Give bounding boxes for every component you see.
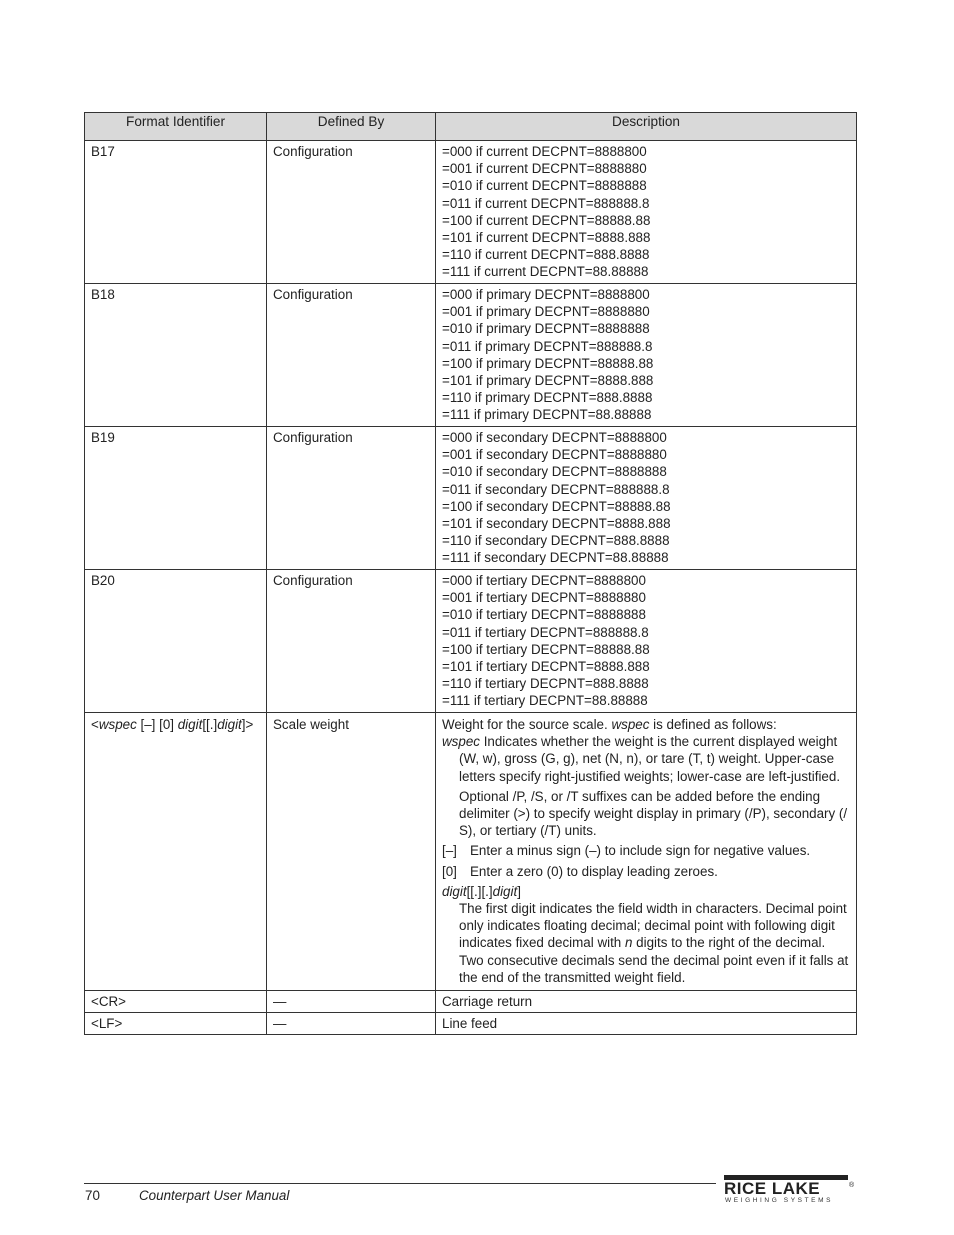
format-identifier-table xyxy=(84,112,857,1035)
description-line: =100 if secondary DECPNT=88888.88 xyxy=(442,498,671,514)
digit-desc-line: The first digit indicates the field width in characters. Decimal point xyxy=(459,901,847,917)
minus-option-key: [–] xyxy=(442,843,457,859)
description-line: =110 if secondary DECPNT=888.8888 xyxy=(442,533,670,549)
zero-option-desc: Enter a zero (0) to display leading zeroes. xyxy=(470,863,718,879)
format-id-cell: <CR> xyxy=(85,991,267,1013)
digit-text: indicates fixed decimal with xyxy=(459,935,625,951)
logo-registered-mark: ® xyxy=(849,1182,855,1189)
description-cell xyxy=(436,284,857,427)
digit-part-italic: digit xyxy=(492,883,518,899)
description-line: =110 if tertiary DECPNT=888.8888 xyxy=(442,676,649,692)
intro-text: Weight for the source scale. xyxy=(442,717,612,732)
table-row xyxy=(85,1013,857,1035)
table-row xyxy=(85,427,857,570)
table-row xyxy=(85,284,857,427)
rice-lake-logo xyxy=(724,1175,854,1207)
description-line: =010 if tertiary DECPNT=8888888 xyxy=(442,607,646,623)
zero-option-key: [0] xyxy=(442,863,457,879)
description-cell xyxy=(436,141,857,284)
intro-text: is defined as follows: xyxy=(649,717,777,732)
zero-option xyxy=(442,863,851,880)
description-line: =011 if primary DECPNT=888888.8 xyxy=(442,338,653,354)
id-part-italic: wspec xyxy=(98,717,137,732)
description-cell xyxy=(436,570,857,713)
minus-option-desc: Enter a minus sign (–) to include sign for negative values. xyxy=(470,843,811,859)
header-format-identifier: Format Identifier xyxy=(85,113,267,141)
description-line: =100 if current DECPNT=88888.88 xyxy=(442,212,651,228)
format-id-cell: B18 xyxy=(85,284,267,427)
digit-part: ] xyxy=(517,883,521,899)
suffix-line: Optional /P, /S, or /T suffixes can be added before the ending xyxy=(459,788,821,804)
digit-desc-line: Two consecutive decimals send the decimal point even if it falls at xyxy=(459,952,849,968)
logo-tagline: WEIGHING SYSTEMS xyxy=(725,1197,834,1204)
page-number: 70 xyxy=(85,1188,100,1203)
description-line: =101 if tertiary DECPNT=8888.888 xyxy=(442,659,650,675)
description-line: =010 if current DECPNT=8888888 xyxy=(442,178,647,194)
digit-part: [[.][.] xyxy=(466,883,493,899)
wspec-definition-line: letters specify right-justified weights; lower-case are left-justified. xyxy=(459,768,841,784)
description-line: =101 if current DECPNT=8888.888 xyxy=(442,230,651,246)
description-line: =110 if primary DECPNT=888.8888 xyxy=(442,390,653,406)
digit-desc-line xyxy=(442,934,851,951)
description-cell xyxy=(436,427,857,570)
description-line: =011 if current DECPNT=888888.8 xyxy=(442,195,650,211)
description-line: =011 if tertiary DECPNT=888888.8 xyxy=(442,624,649,640)
defined-by-cell: Configuration xyxy=(267,284,436,427)
defined-by-cell: Configuration xyxy=(267,570,436,713)
description-line: =101 if secondary DECPNT=8888.888 xyxy=(442,516,671,532)
defined-by-cell: Scale weight xyxy=(267,713,436,991)
defined-by-cell: — xyxy=(267,1013,436,1035)
minus-option xyxy=(442,842,851,859)
description-line: =110 if current DECPNT=888.8888 xyxy=(442,247,650,263)
id-part-italic: digit xyxy=(177,717,203,732)
header-description: Description xyxy=(436,113,857,141)
description-line: =111 if secondary DECPNT=88.88888 xyxy=(442,550,669,566)
description-line: =111 if current DECPNT=88.88888 xyxy=(442,264,649,280)
id-part-italic: digit xyxy=(217,717,242,732)
table-row xyxy=(85,991,857,1013)
description-line: =000 if primary DECPNT=8888800 xyxy=(442,287,650,302)
suffix-line: delimiter (>) to specify weight display in primary (/P), secondary (/ xyxy=(459,806,848,822)
digit-part-italic: digit xyxy=(442,883,467,899)
table-row xyxy=(85,141,857,284)
id-part: < xyxy=(91,717,99,732)
defined-by-cell: — xyxy=(267,991,436,1013)
format-id-cell xyxy=(85,713,267,991)
digit-desc-line: only indicates floating decimal; decimal point with following digit xyxy=(459,918,835,934)
description-line: =000 if tertiary DECPNT=8888800 xyxy=(442,573,646,588)
description-line: =111 if primary DECPNT=88.88888 xyxy=(442,407,652,423)
description-line: =111 if tertiary DECPNT=88.88888 xyxy=(442,693,648,709)
footer-divider xyxy=(84,1183,716,1184)
description-line: =000 if secondary DECPNT=8888800 xyxy=(442,430,667,445)
format-id-cell: B20 xyxy=(85,570,267,713)
logo-wordmark: RICE LAKE xyxy=(724,1179,821,1198)
description-line: =001 if secondary DECPNT=8888880 xyxy=(442,447,667,463)
table-row xyxy=(85,713,857,991)
format-id-cell: B19 xyxy=(85,427,267,570)
description-line: =010 if primary DECPNT=8888888 xyxy=(442,321,650,337)
description-line: =011 if secondary DECPNT=888888.8 xyxy=(442,481,670,497)
wspec-definition-line: (W, w), gross (G, g), net (N, n), or tare (T, t) weight. Upper-case xyxy=(459,751,835,767)
digit-term xyxy=(442,883,851,900)
format-id-cell: <LF> xyxy=(85,1013,267,1035)
description-line: =100 if tertiary DECPNT=88888.88 xyxy=(442,641,650,657)
description-line: =010 if secondary DECPNT=8888888 xyxy=(442,464,667,480)
intro-term: wspec xyxy=(611,717,650,732)
description-line: =100 if primary DECPNT=88888.88 xyxy=(442,355,654,371)
id-part: ]> xyxy=(241,717,254,732)
description-intro xyxy=(442,716,851,733)
description-line: =001 if current DECPNT=8888880 xyxy=(442,161,647,177)
wspec-definition xyxy=(442,733,851,750)
description-line: =001 if tertiary DECPNT=8888880 xyxy=(442,590,646,606)
table-row xyxy=(85,570,857,713)
digit-n: n xyxy=(624,935,633,951)
description-line: =101 if primary DECPNT=8888.888 xyxy=(442,373,654,389)
suffix-line: S), or tertiary (/T) units. xyxy=(459,823,597,839)
description-cell: Line feed xyxy=(436,1013,857,1035)
digit-desc-line: the end of the transmitted weight field. xyxy=(459,969,686,985)
description-line: =000 if current DECPNT=8888800 xyxy=(442,144,647,159)
wspec-text: Indicates whether the weight is the current displayed weight xyxy=(479,734,838,750)
table-header-row xyxy=(85,113,857,141)
description-line: =001 if primary DECPNT=8888880 xyxy=(442,304,650,320)
id-part: [–] [0] xyxy=(136,717,178,732)
description-cell: Carriage return xyxy=(436,991,857,1013)
defined-by-cell: Configuration xyxy=(267,141,436,284)
manual-title: Counterpart User Manual xyxy=(139,1188,290,1203)
format-id-cell: B17 xyxy=(85,141,267,284)
wspec-term: wspec xyxy=(442,734,480,750)
defined-by-cell: Configuration xyxy=(267,427,436,570)
id-part: [[.] xyxy=(202,717,218,732)
description-cell xyxy=(436,713,857,991)
header-defined-by: Defined By xyxy=(267,113,436,141)
digit-text: digits to the right of the decimal. xyxy=(632,935,826,951)
